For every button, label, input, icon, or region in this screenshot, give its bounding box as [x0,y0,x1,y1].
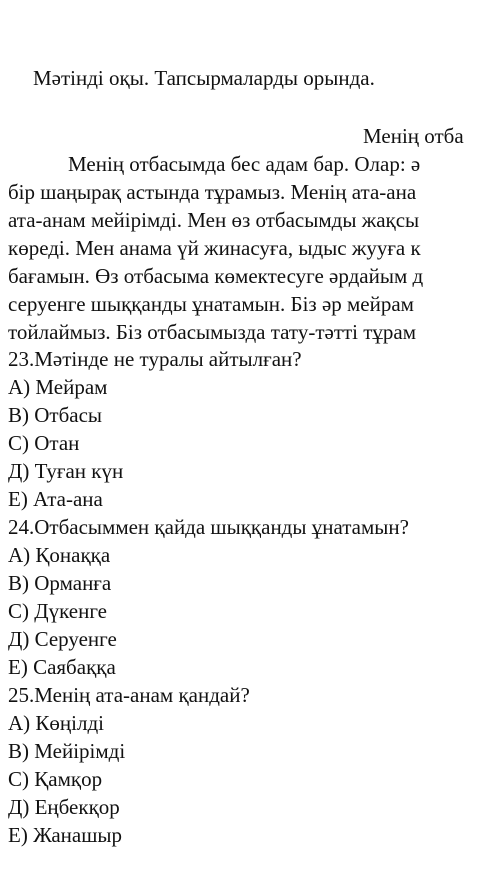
answer-option: Д) Туған күн [8,459,124,483]
answer-option: В) Орманға [8,571,112,595]
reading-passage [8,150,479,346]
question-25 [8,681,479,849]
answer-option: С) Қамқор [8,767,103,791]
answer-option: А) Мейрам [8,375,108,399]
question-list [8,345,479,849]
answer-option: Е) Жанашыр [8,823,123,847]
answer-option: А) Қонаққа [8,543,111,567]
passage-line: көреді. Мен анама үй жинасуға, ыдыс жууға к [8,236,421,260]
answer-option: Д) Еңбекқор [8,795,120,819]
passage-line: Менің отбасымда бес адам бар. Олар: ә [68,152,421,176]
passage-line: ата-анам мейірімді. Мен өз отбасымды жақсы [8,208,420,232]
answer-option: С) Дүкенге [8,599,107,623]
answer-option: Е) Ата-ана [8,487,103,511]
passage-line: бағамын. Өз отбасыма көмектесуге әрдайым д [8,264,424,288]
instruction-heading: Мәтінді оқы. Тапсырмаларды орында. [33,66,375,90]
answer-option: А) Көңілді [8,711,104,735]
question-23 [8,345,479,513]
passage-title: Менің отба [363,124,464,148]
question-text: 24.Отбасыммен қайда шыққанды ұнатамын? [8,515,409,539]
passage-line: серуенге шыққанды ұнатамын. Біз әр мейрам [8,292,414,316]
answer-option: В) Мейірімді [8,739,126,763]
answer-option: В) Отбасы [8,403,103,427]
answer-option: С) Отан [8,431,80,455]
question-text: 23.Мәтінде не туралы айтылған? [8,347,302,371]
passage-line: бір шаңырақ астында тұрамыз. Менің ата-ана [8,180,417,204]
passage-line: тойлаймыз. Біз отбасымызда тату-тәтті тұрам [8,320,417,344]
answer-option: Е) Саябаққа [8,655,116,679]
question-text: 25.Менің ата-анам қандай? [8,683,250,707]
answer-option: Д) Серуенге [8,627,117,651]
question-24 [8,513,479,681]
